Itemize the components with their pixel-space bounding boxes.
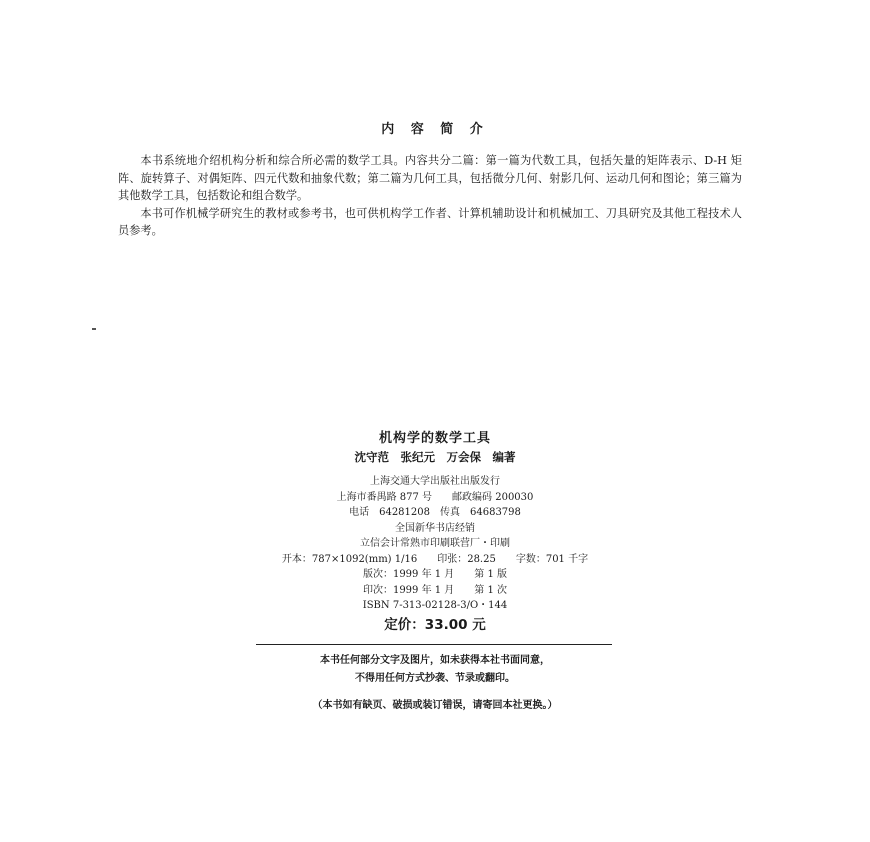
- publisher-phone: 电话 64281208 传真 64683798: [349, 507, 521, 518]
- edition: 版次：1999 年 1 月 第 1 版: [362, 569, 508, 580]
- copyright-notice-line-1: 本书任何部分文字及图片，如未获得本社书面同意，: [320, 655, 550, 666]
- defect-return-note: （本书如有缺页、破损或装订错误，请寄回本社更换。）: [312, 700, 558, 711]
- printing: 印次：1999 年 1 月 第 1 次: [362, 584, 508, 596]
- printer: 立信会计常熟市印刷联营厂・印刷: [360, 538, 510, 549]
- book-title: 机构学的数学工具: [378, 431, 491, 446]
- divider-rule: [256, 644, 612, 645]
- copyright-notice-line-2: 不得用任何方式抄袭、节录或翻印。: [355, 673, 515, 684]
- publisher-address: 上海市番禺路 877 号 邮政编码 200030: [336, 491, 534, 503]
- book-format: 开本：787×1092(mm) 1/16 印张：28.25 字数：701 千字: [281, 553, 589, 565]
- summary-heading: 内 容 简 介: [381, 122, 489, 137]
- scan-speck: [92, 328, 96, 330]
- summary-paragraph-1: 本书系统地介绍机构分析和综合所必需的数学工具。内容共分二篇：第一篇为代数工具，包括矢量的矩阵表示、D-H 矩阵、旋转算子、对偶矩阵、四元代数和抽象代数；第二篇为几何工具，包括微分几何、射影几何、运动几何和图论；第三篇为其他数学工具，包括数论和组合数学。: [118, 154, 742, 202]
- distributor: 全国新华书店经销: [395, 522, 475, 534]
- summary-text: [118, 152, 742, 240]
- price: 定价：33.00 元: [384, 616, 486, 633]
- publisher: 上海交通大学出版社出版发行: [370, 476, 500, 487]
- colophon: [0, 430, 870, 635]
- isbn: ISBN 7-313-02128-3/O・144: [362, 600, 508, 611]
- publication-info: [0, 474, 870, 614]
- summary-paragraph-2: 本书可作机械学研究生的教材或参考书，也可供机构学工作者、计算机辅助设计和机械加工、刀具研究及其他工程技术人员参考。: [118, 206, 742, 237]
- authors: 沈守范 张纪元 万会保 编著: [354, 450, 516, 464]
- copyright-notice: [0, 652, 870, 688]
